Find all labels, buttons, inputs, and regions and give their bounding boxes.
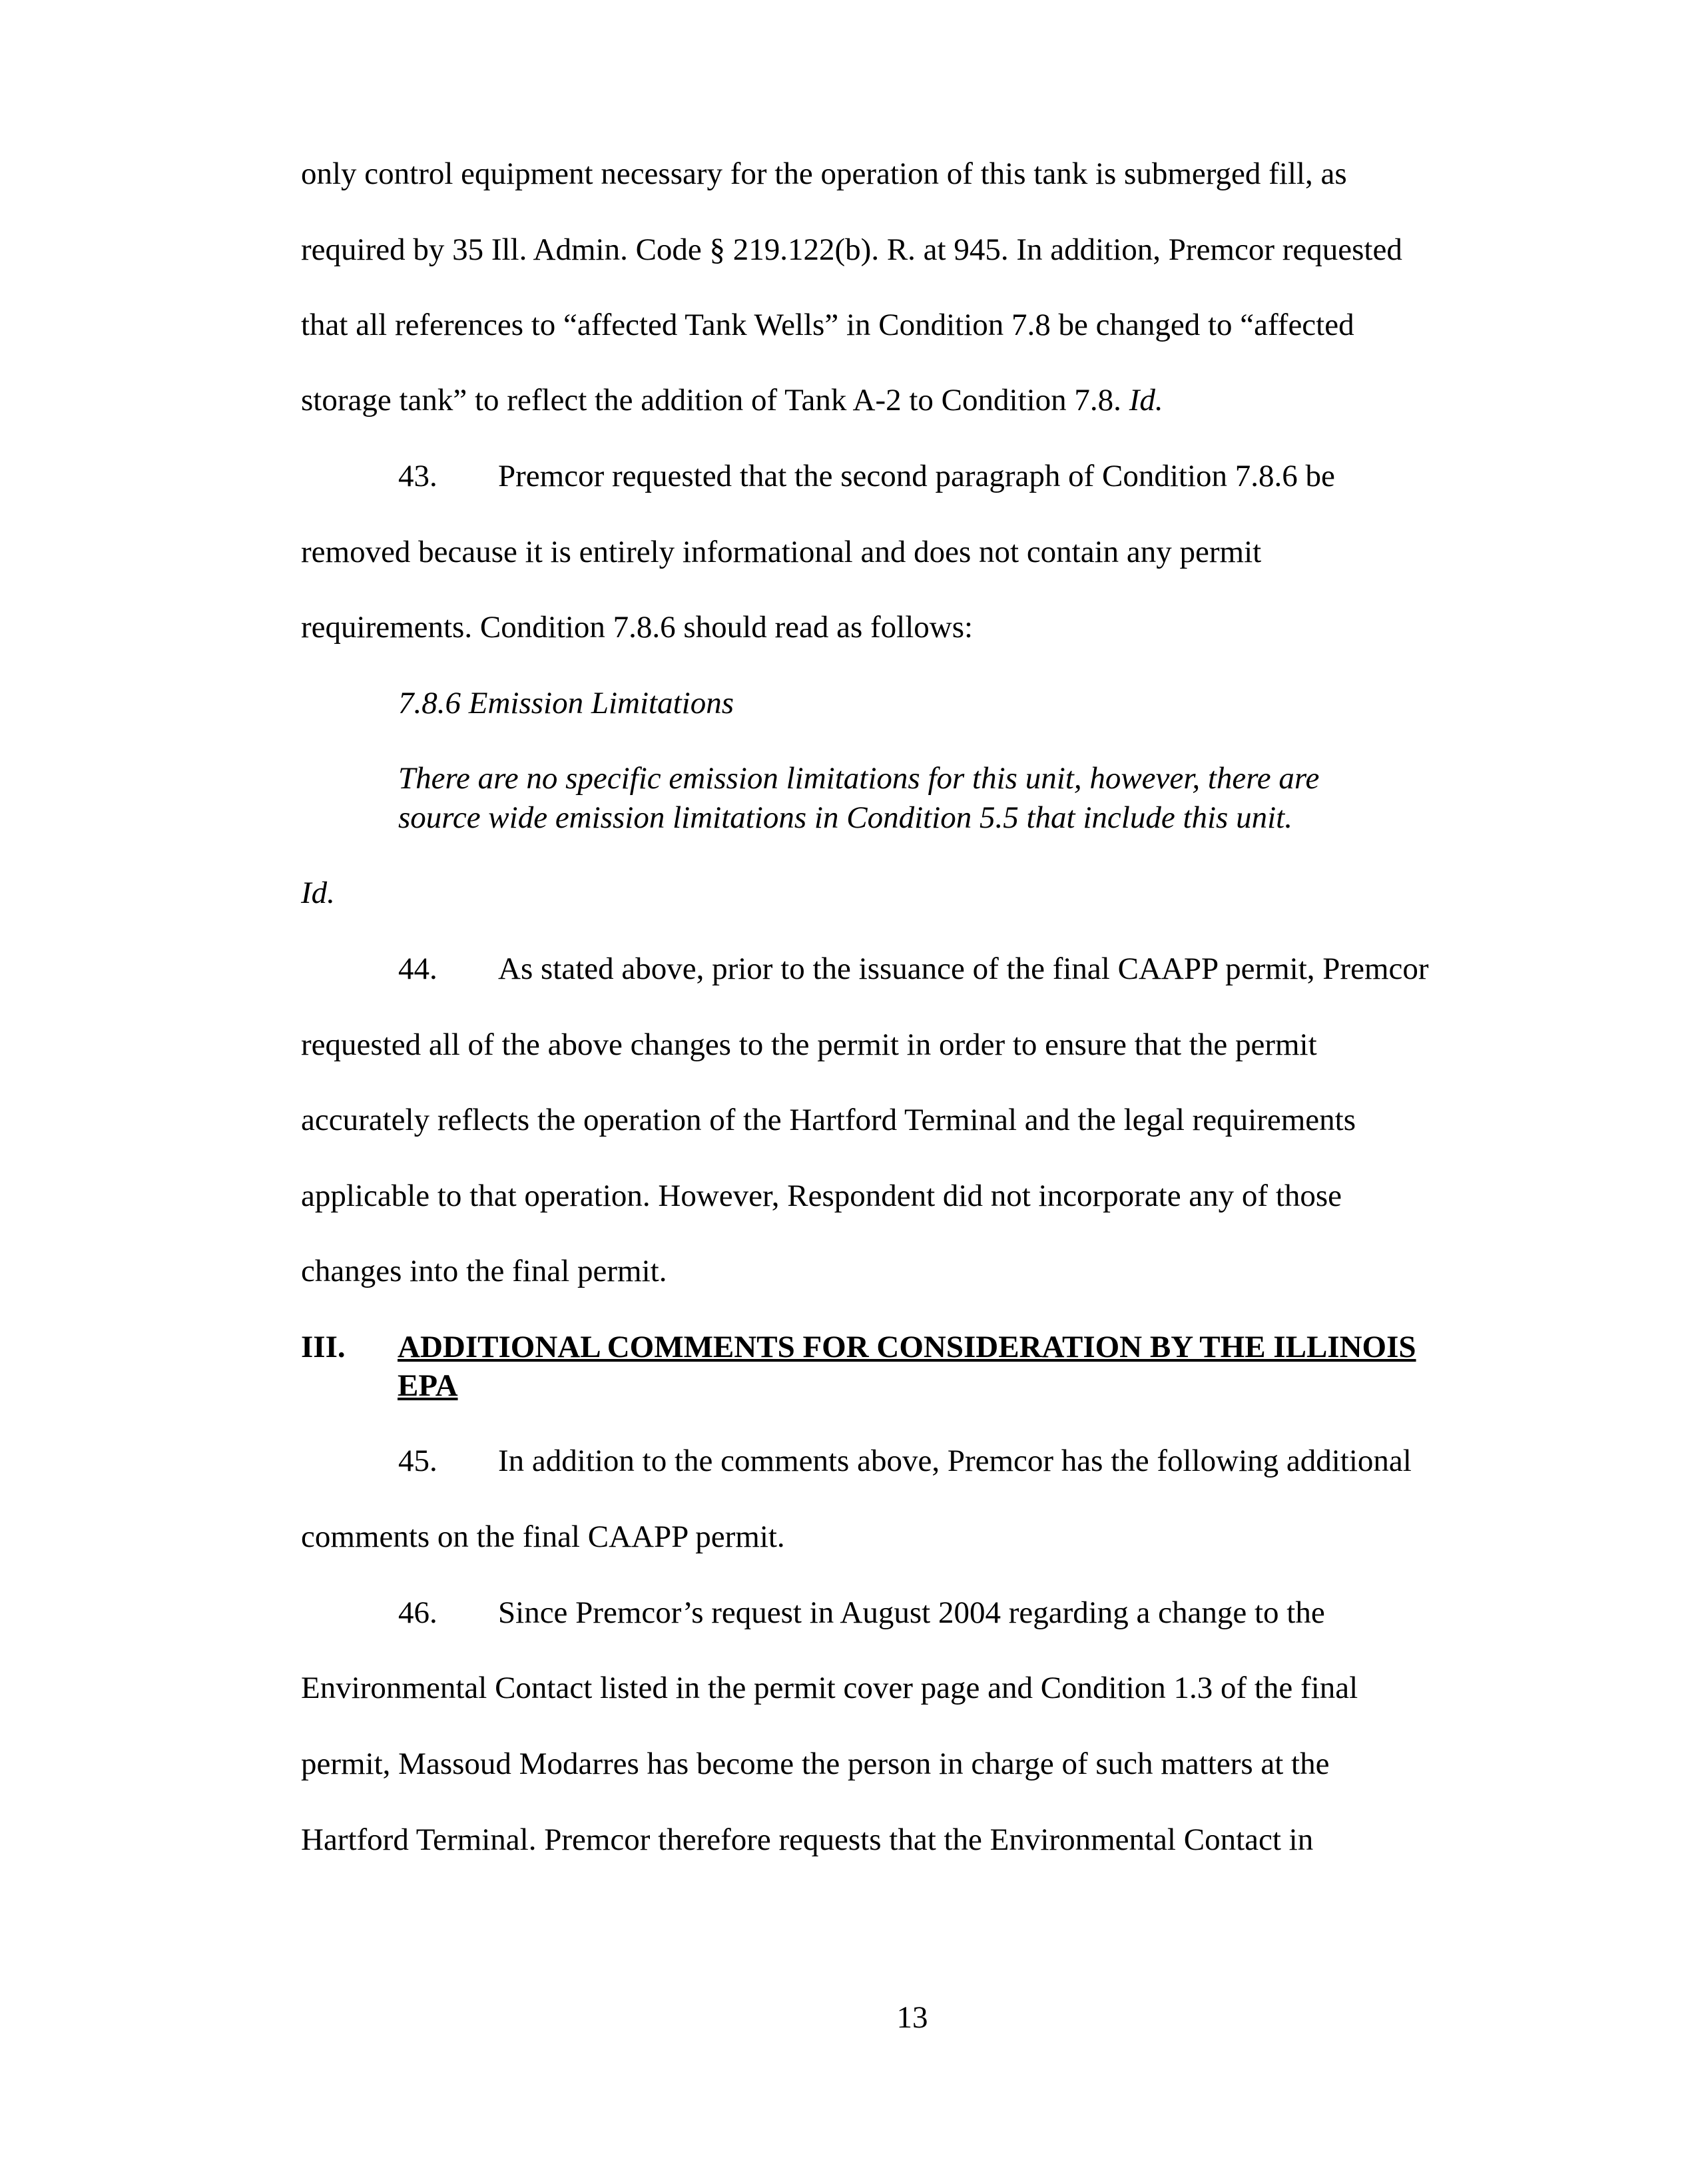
body-text-line [301, 380, 1163, 420]
page-number: 13 [896, 2000, 928, 2035]
body-text-line: accurately reflects the operation of the Hartford Terminal and the legal requirements [301, 1103, 1356, 1137]
body-text-line: required by 35 Ill. Admin. Code § 219.122(b). R. at 945. In addition, Premcor requested [301, 232, 1402, 267]
body-text: Premcor requested that the second paragraph of Condition 7.8.6 be [498, 459, 1335, 493]
body-text-line: changes into the final permit. [301, 1254, 667, 1288]
body-text-line: permit, Massoud Modarres has become the person in charge of such matters at the [301, 1747, 1330, 1781]
block-quote-title: 7.8.6 Emission Limitations [398, 686, 734, 720]
section-number: III. [301, 1330, 346, 1364]
body-text-line: removed because it is entirely informational and does not contain any permit [301, 535, 1262, 569]
paragraph-number: 45. [398, 1444, 437, 1478]
paragraph-number: 46. [398, 1595, 437, 1630]
body-text: In addition to the comments above, Premcor has the following additional [498, 1444, 1412, 1478]
body-text-line: requested all of the above changes to the permit in order to ensure that the permit [301, 1027, 1317, 1062]
body-text: storage tank” to reflect the addition of Tank A-2 to Condition 7.8. [301, 383, 1129, 417]
block-quote-line: source wide emission limitations in Condition 5.5 that include this unit. [398, 800, 1292, 835]
section-title-continued: EPA [398, 1368, 458, 1403]
section-title: ADDITIONAL COMMENTS FOR CONSIDERATION BY THE ILLINOIS [398, 1330, 1416, 1364]
body-text-line: Environmental Contact listed in the permit cover page and Condition 1.3 of the final [301, 1671, 1358, 1705]
body-text-line: only control equipment necessary for the operation of this tank is submerged fill, as [301, 156, 1347, 191]
id-citation: Id. [1129, 383, 1163, 417]
paragraph-number: 43. [398, 459, 437, 493]
paragraph-number: 44. [398, 952, 437, 986]
body-text-line: applicable to that operation. However, Respondent did not incorporate any of those [301, 1179, 1342, 1213]
body-text: As stated above, prior to the issuance of the final CAAPP permit, Premcor [498, 952, 1429, 986]
paragraph-43-first-line [398, 456, 1335, 496]
body-text-line: that all references to “affected Tank Wells” in Condition 7.8 be changed to “affected [301, 308, 1354, 342]
body-text: Since Premcor’s request in August 2004 regarding a change to the [498, 1595, 1325, 1630]
section-heading [301, 1327, 1416, 1367]
paragraph-45-first-line [398, 1441, 1412, 1481]
block-quote-line: There are no specific emission limitations for this unit, however, there are [398, 761, 1320, 796]
body-text-line: comments on the final CAAPP permit. [301, 1519, 785, 1554]
body-text-line: Hartford Terminal. Premcor therefore requests that the Environmental Contact in [301, 1822, 1314, 1857]
paragraph-44-first-line [398, 949, 1429, 989]
paragraph-46-first-line [398, 1593, 1325, 1633]
id-citation: Id. [301, 876, 335, 910]
body-text-line: requirements. Condition 7.8.6 should read as follows: [301, 610, 974, 645]
